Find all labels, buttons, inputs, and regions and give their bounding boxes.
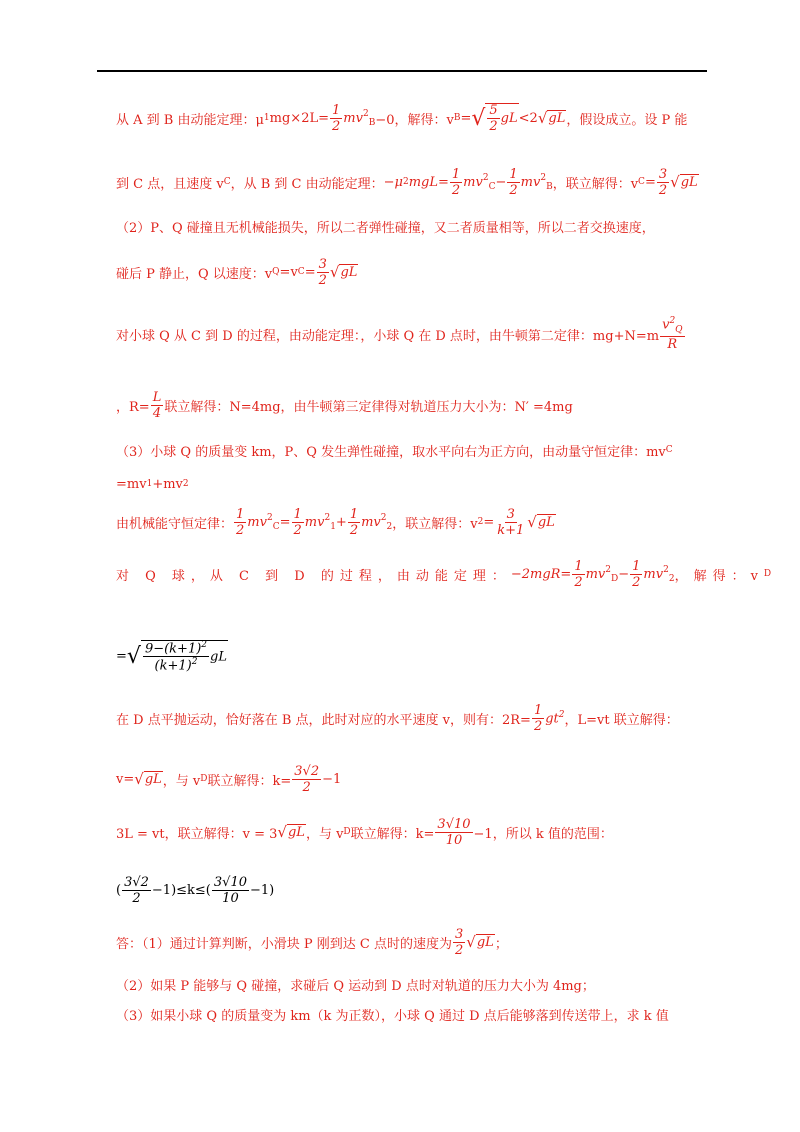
sqrt-icon: √ <box>126 643 141 669</box>
text: ，解得：v <box>674 568 764 584</box>
fraction: $\frac{3√2}{2}$ <box>294 763 320 795</box>
text: − <box>495 174 507 190</box>
sub: D <box>343 827 351 837</box>
text: 对 Q 球，从 C 到 D 的过程，由动能定理： <box>116 568 511 584</box>
sub: C <box>665 445 673 455</box>
text: （3）如果小球 Q 的质量变为 km（k 为正数），小球 Q 通过 D 点后能够落到传送带上，求 k 值 <box>116 1008 669 1024</box>
fraction: $\frac{1}{2}$ <box>451 166 461 198</box>
fraction: $\frac{3}{2}$ <box>658 166 668 198</box>
text: −1 <box>322 771 342 787</box>
sub: Q <box>272 267 280 277</box>
text: 从 A 到 B 由动能定理：μ <box>116 112 264 128</box>
fraction: $\frac{3√2}{2}$ <box>124 874 149 906</box>
fraction: $\frac{3√10}{10}$ <box>213 874 247 906</box>
fraction: $\frac{1}{2}$ <box>293 506 302 538</box>
text: + <box>335 514 347 530</box>
text: 碰后 P 静止，Q 以速度：v <box>116 266 273 282</box>
fraction: $\frac{3}{2}$ <box>455 926 464 958</box>
text: 3L = vt，联立解得：v = 3 <box>116 826 278 842</box>
text: =mv <box>116 476 147 492</box>
text: 联立解得：k= <box>207 773 292 789</box>
sqrt-body: gL <box>340 265 358 280</box>
text: −1)≤k≤( <box>151 882 211 898</box>
text: = <box>460 110 472 126</box>
sqrt-body: gL <box>537 515 555 530</box>
text: mgL= <box>408 174 449 190</box>
fraction: $\frac{1}{2}$ <box>332 102 341 134</box>
text: ，L=vt 联立解得： <box>564 712 679 728</box>
sqrt-icon: √ <box>466 933 476 951</box>
text: −1，所以 k 值的范围： <box>473 826 613 842</box>
text: mg×2L= <box>269 110 329 126</box>
header-rule <box>97 70 707 72</box>
text: <2 <box>518 110 538 126</box>
sqrt-icon: √ <box>329 263 340 281</box>
sqrt-body: gL <box>680 175 698 190</box>
text: = <box>116 648 127 664</box>
sqrt-body: $\frac{9-(k+1)^2}{(k+1)^2}$ gL <box>141 640 228 673</box>
sqrt-body: $\frac{5}{2}$ gL <box>485 103 518 133</box>
line-14 <box>116 810 613 854</box>
sqrt-icon: √ <box>277 823 287 841</box>
sub: C <box>223 177 231 187</box>
sqrt-body: gL <box>144 772 162 787</box>
text: = <box>644 174 656 190</box>
line-18 <box>116 992 669 1036</box>
sqrt-body: gL <box>548 111 566 126</box>
sub: 2 <box>477 517 484 527</box>
text: −0，解得：v <box>375 112 454 128</box>
sup: $^2_B$ <box>362 108 376 128</box>
line-6 <box>116 383 573 427</box>
text: 在 D 点平抛运动，恰好落在 B 点，此时对应的水平速度 v，则有：2R= <box>116 712 531 728</box>
line-2: 到 C 点，且速度 v C ，从 B 到 C 由动能定理： −μ 2 mgL= $\frac{1}{2}$ mv $^2_C$ − $\frac{1}{2}$ mv $^2_B$ ，联立解得：v C = $\frac{3}{2}$ √ gL <box>116 166 698 198</box>
text: 对小球 Q 从 C 到 D 的过程，由动能定理：，小球 Q 在 D 点时，由牛顿第二定律：mg+N=m <box>116 328 660 344</box>
line-16 <box>116 920 508 964</box>
text: ，假设成立。设 P 能 <box>566 112 688 128</box>
fraction: $\frac{3}{k+1}$ <box>497 506 525 538</box>
sqrt-icon: √ <box>527 513 537 531</box>
sqrt-icon: √ <box>537 109 548 127</box>
fraction: $\frac{3}{2}$ <box>318 256 327 288</box>
fraction: $\frac{1}{2}$ <box>349 506 359 538</box>
fraction: $\frac{1}{2}$ <box>574 558 583 590</box>
line-11 <box>116 634 228 678</box>
sub: 1 <box>146 479 153 489</box>
fraction: $\frac{1}{2}$ <box>632 558 641 590</box>
text: = <box>279 514 291 530</box>
fraction: $\frac{L}{4}$ <box>152 389 162 421</box>
line-4 <box>116 250 358 294</box>
text: （2）P、Q 碰撞且无机械能损失，所以二者弹性碰撞，又二者质量相等，所以二者交换速度， <box>116 220 655 236</box>
sub: 1 <box>263 113 270 123</box>
fraction: $\frac{3√10}{10}$ <box>437 816 471 848</box>
text: ( <box>116 882 122 898</box>
text: （3）小球 Q 的质量变 km，P、Q 发生弹性碰撞，取水平向右为正方向，由动量守恒定律：mv <box>116 444 666 460</box>
text: ，联立解得：v <box>552 176 639 192</box>
text: ； <box>494 936 508 952</box>
text: 答：（1）通过计算判断，小滑块 P 刚到达 C 点时的速度为 <box>116 936 452 952</box>
text: mv <box>343 110 363 126</box>
sqrt-body: gL <box>476 935 494 950</box>
text: =v <box>279 264 298 280</box>
sqrt-icon: √ <box>670 173 680 191</box>
text: −2mgR= <box>510 566 572 582</box>
sub: C <box>297 267 305 277</box>
text: 由机械能守恒定律： <box>116 516 234 532</box>
text: ，联立解得：v <box>392 516 478 532</box>
sub: D <box>763 569 772 579</box>
line-1 <box>116 96 687 140</box>
line-15 <box>116 868 274 912</box>
text: 到 C 点，且速度 v <box>116 176 224 192</box>
line-9: 由机械能守恒定律： $\frac{1}{2}$ mv $^2_C$ = $\frac{1}{2}$ mv $^2_1$ + $\frac{1}{2}$ mv $^2_2$ ，联立解得：v 2 = $\frac{3}{k+1}$ √ gL <box>116 506 555 538</box>
sub: 2 <box>402 177 409 187</box>
sqrt-body: gL <box>287 825 305 840</box>
sub: D <box>200 774 208 784</box>
sqrt-icon: √ <box>471 105 486 131</box>
text: $gt^2$ <box>545 709 565 727</box>
text: = <box>304 264 316 280</box>
text: = <box>483 514 495 530</box>
sub: B <box>453 113 461 123</box>
text: +mv <box>152 476 183 492</box>
fraction: $\frac{v^2_Q}{R}$ <box>662 316 683 352</box>
text: （2）如果 P 能够与 Q 碰撞，求碰后 Q 运动到 D 点时对轨道的压力大小为 4mg； <box>116 978 595 994</box>
sub: 2 <box>182 479 189 489</box>
fraction: $\frac{1}{2}$ <box>509 166 518 198</box>
line-7 <box>116 428 673 472</box>
text: ，R= <box>116 399 150 415</box>
line-13 <box>116 757 341 801</box>
fraction: $\frac{1}{2}$ <box>533 702 543 734</box>
text: v= <box>116 771 135 787</box>
line-3 <box>116 204 655 248</box>
sqrt-icon: √ <box>134 770 144 788</box>
text: ，从 B 到 C 由动能定理： <box>230 176 384 192</box>
text: −1) <box>250 882 275 898</box>
text: −μ <box>383 174 403 190</box>
sub: C <box>638 177 645 187</box>
text: − <box>618 566 630 582</box>
text: ，与 v <box>162 773 201 789</box>
text: ，与 v <box>305 826 344 842</box>
line-10: 对 Q 球，从 C 到 D 的过程，由动能定理： −2mgR= $\frac{1}{2}$ mv $^2_D$ − $\frac{1}{2}$ mv $^2_2$ ，解得：v D <box>116 558 772 590</box>
fraction: $\frac{1}{2}$ <box>236 506 245 538</box>
text: 联立解得：k= <box>350 826 435 842</box>
line-12 <box>116 696 679 740</box>
line-5 <box>116 312 686 356</box>
text: 联立解得：N=4mg，由牛顿第三定律得对轨道压力大小为：N′ =4mg <box>164 399 573 415</box>
